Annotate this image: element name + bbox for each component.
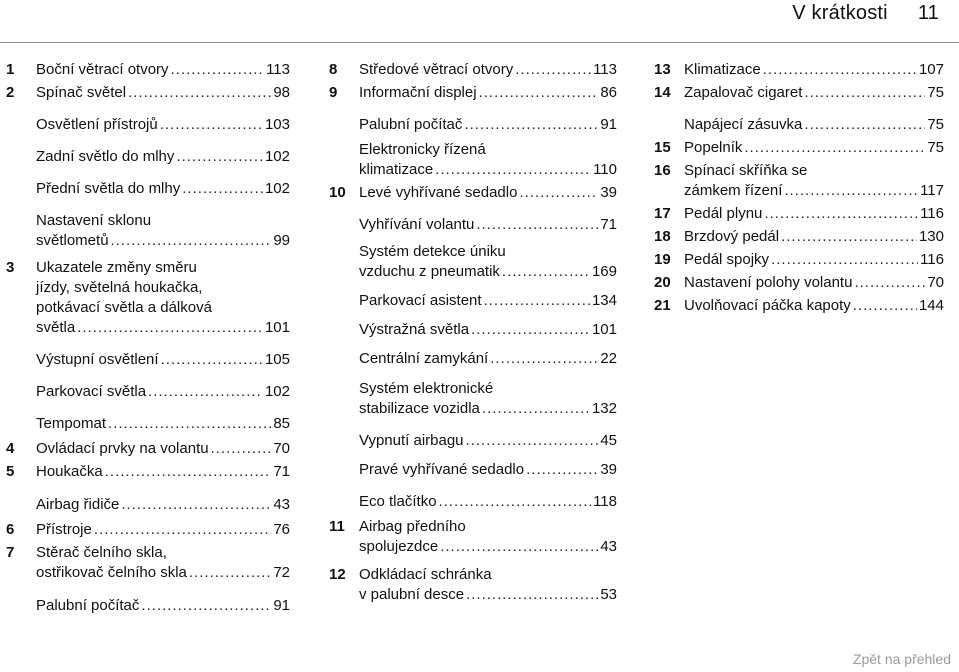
dot-leader: [771, 250, 918, 270]
entry-line: [36, 439, 290, 459]
index-entry[interactable]: [6, 350, 290, 370]
entry-line: [36, 563, 290, 583]
entry-page-number[interactable]: 91: [600, 116, 617, 133]
entry-line: [359, 585, 617, 605]
entry-page-number[interactable]: 75: [927, 139, 944, 156]
index-entry[interactable]: [654, 138, 944, 158]
index-entry[interactable]: [654, 60, 944, 80]
entry-number: 12: [329, 566, 346, 583]
entry-number: 6: [6, 521, 15, 538]
entry-line: [36, 520, 290, 540]
entry-line: [684, 60, 944, 80]
index-column-3: [654, 60, 944, 316]
entry-page-number[interactable]: 113: [266, 61, 290, 78]
entry-label: Systém elektronické: [359, 380, 494, 397]
entry-label: Airbag řidiče: [36, 496, 120, 513]
entry-number: 4: [6, 440, 15, 457]
index-entry[interactable]: [329, 517, 617, 557]
entry-line: [359, 320, 617, 340]
entry-label: Odkládací schránka: [359, 566, 492, 583]
entry-label: Uvolňovací páčka kapoty: [684, 297, 851, 314]
entry-page-number[interactable]: 99: [273, 232, 290, 249]
entry-label: Zapalovač cigaret: [684, 84, 803, 101]
entry-label: Přední světla do mlhy: [36, 180, 181, 197]
entry-line: [359, 215, 617, 235]
entry-label: Tempomat: [36, 415, 107, 432]
entry-label: Napájecí zásuvka: [684, 116, 803, 133]
entry-line: [36, 60, 290, 80]
entry-page-number[interactable]: 70: [273, 440, 290, 457]
entry-page-number[interactable]: 53: [600, 586, 617, 603]
dot-leader: [466, 585, 598, 605]
entry-label: Brzdový pedál: [684, 228, 780, 245]
dot-leader: [476, 215, 598, 235]
index-entry[interactable]: [6, 414, 290, 434]
index-entry[interactable]: [329, 60, 617, 80]
index-entry[interactable]: [329, 83, 617, 103]
page-number: 11: [917, 2, 939, 24]
entry-label: Pedál plynu: [684, 205, 763, 222]
dot-leader: [211, 439, 272, 459]
entry-page-number[interactable]: 113: [593, 61, 617, 78]
dot-leader: [482, 399, 590, 419]
entry-number: 15: [654, 139, 671, 156]
entry-label: spolujezdce: [359, 538, 439, 555]
entry-number: 17: [654, 205, 671, 222]
entry-page-number[interactable]: 144: [918, 297, 944, 314]
entry-page-number[interactable]: 116: [920, 205, 944, 222]
index-entry[interactable]: [654, 204, 944, 224]
index-entry[interactable]: [6, 520, 290, 540]
index-entry[interactable]: [6, 596, 290, 616]
entry-line: [684, 227, 944, 247]
entry-label: Palubní počítač: [359, 116, 463, 133]
entry-page-number[interactable]: 102: [264, 383, 290, 400]
entry-number: 2: [6, 84, 15, 101]
entry-page-number[interactable]: 110: [593, 161, 617, 178]
entry-label: Palubní počítač: [36, 597, 140, 614]
entry-page-number[interactable]: 43: [600, 538, 617, 555]
entry-label: Popelník: [684, 139, 743, 156]
entry-line: [359, 460, 617, 480]
index-entry[interactable]: [329, 183, 617, 203]
dot-leader: [94, 520, 271, 540]
entry-page-number[interactable]: 75: [927, 116, 944, 133]
entry-page-number[interactable]: 102: [264, 180, 290, 197]
entry-number: 7: [6, 544, 15, 561]
dot-leader: [804, 115, 925, 135]
entry-line: [36, 147, 290, 167]
entry-page-number[interactable]: 102: [264, 148, 290, 165]
entry-number: 20: [654, 274, 671, 291]
dot-leader: [526, 460, 598, 480]
entry-page-number[interactable]: 118: [593, 493, 617, 510]
entry-line: [359, 349, 617, 369]
entry-page-number[interactable]: 76: [273, 521, 290, 538]
entry-line: [359, 431, 617, 451]
dot-leader: [764, 204, 918, 224]
dot-leader: [176, 147, 263, 167]
entry-line: [359, 115, 617, 135]
entry-line: [359, 262, 617, 282]
entry-line: [359, 60, 617, 80]
dot-leader: [435, 160, 591, 180]
entry-line: [359, 160, 617, 180]
index-entry[interactable]: [6, 211, 290, 251]
entry-page-number[interactable]: 98: [273, 84, 290, 101]
entry-label: Elektronicky řízená: [359, 141, 486, 158]
dot-leader: [784, 181, 918, 201]
dot-leader: [148, 382, 263, 402]
index-entry[interactable]: [6, 179, 290, 199]
dot-leader: [439, 492, 592, 512]
index-entry[interactable]: [329, 242, 617, 282]
entry-label: zámkem řízení: [684, 182, 783, 199]
entry-label: Eco tlačítko: [359, 493, 437, 510]
entry-page-number[interactable]: 43: [273, 496, 290, 513]
entry-line: [684, 250, 944, 270]
index-entry[interactable]: [6, 462, 290, 482]
entry-label: jízdy, světelná houkačka,: [36, 279, 203, 296]
index-entry[interactable]: [654, 296, 944, 316]
index-entry[interactable]: [329, 291, 617, 311]
entry-line: [684, 83, 944, 103]
dot-leader: [744, 138, 925, 158]
dot-leader: [515, 60, 591, 80]
entry-line: [36, 382, 290, 402]
entry-label: Pravé vyhřívané sedadlo: [359, 461, 525, 478]
entry-line: [36, 414, 290, 434]
entry-label: Boční větrací otvory: [36, 61, 169, 78]
entry-label: světlometů: [36, 232, 109, 249]
entry-line: [36, 318, 290, 338]
dot-leader: [471, 320, 590, 340]
entry-number: 8: [329, 61, 338, 78]
entry-label: Houkačka: [36, 463, 103, 480]
entry-page-number[interactable]: 134: [591, 292, 617, 309]
entry-line: [36, 179, 290, 199]
index-entry[interactable]: [654, 83, 944, 103]
index-entry[interactable]: [329, 215, 617, 235]
entry-label: vzduchu z pneumatik: [359, 263, 500, 280]
entry-label: Nastavení sklonu: [36, 212, 152, 229]
entry-line: [359, 399, 617, 419]
entry-page-number[interactable]: 39: [600, 461, 617, 478]
index-entry[interactable]: [329, 320, 617, 340]
index-entry[interactable]: [329, 379, 617, 419]
index-entry[interactable]: [329, 460, 617, 480]
entry-label: Vyhřívání volantu: [359, 216, 475, 233]
dot-leader: [121, 495, 271, 515]
entry-number: 18: [654, 228, 671, 245]
index-entry[interactable]: [654, 115, 944, 135]
index-entry[interactable]: [329, 492, 617, 512]
entry-number: 9: [329, 84, 338, 101]
dot-leader: [128, 83, 271, 103]
entry-page-number[interactable]: 107: [918, 61, 944, 78]
dot-leader: [108, 414, 271, 434]
entry-page-number[interactable]: 22: [600, 350, 617, 367]
index-entry[interactable]: [6, 83, 290, 103]
dot-leader: [77, 318, 263, 338]
entry-page-number[interactable]: 103: [264, 116, 290, 133]
entry-label: Ovládací prvky na volantu: [36, 440, 209, 457]
index-entry[interactable]: [6, 258, 290, 338]
entry-line: [684, 204, 944, 224]
entry-label: Pedál spojky: [684, 251, 770, 268]
entry-number: 19: [654, 251, 671, 268]
dot-leader: [854, 273, 925, 293]
entry-label: Klimatizace: [684, 61, 761, 78]
index-entry[interactable]: [654, 227, 944, 247]
dot-leader: [490, 349, 598, 369]
entry-line: [684, 181, 944, 201]
index-entry[interactable]: [329, 565, 617, 605]
dot-leader: [182, 179, 263, 199]
index-entry[interactable]: [6, 147, 290, 167]
dot-leader: [466, 431, 599, 451]
entry-line: [684, 273, 944, 293]
entry-number: 1: [6, 61, 15, 78]
entry-page-number[interactable]: 71: [600, 216, 617, 233]
entry-number: 10: [329, 184, 346, 201]
index-column-1: [6, 60, 290, 616]
entry-page-number[interactable]: 71: [273, 463, 290, 480]
entry-number: 14: [654, 84, 671, 101]
entry-page-number[interactable]: 86: [600, 84, 617, 101]
dot-leader: [804, 83, 925, 103]
entry-number: 21: [654, 297, 671, 314]
entry-line: [36, 462, 290, 482]
entry-label: Stěrač čelního skla,: [36, 544, 167, 561]
entry-line: [36, 231, 290, 251]
entry-label: Středové větrací otvory: [359, 61, 514, 78]
dot-leader: [161, 350, 263, 370]
entry-page-number[interactable]: 101: [591, 321, 617, 338]
entry-line: [684, 115, 944, 135]
entry-label: Levé vyhřívané sedadlo: [359, 184, 518, 201]
dot-leader: [502, 262, 590, 282]
index-entry[interactable]: [654, 250, 944, 270]
entry-page-number[interactable]: 39: [600, 184, 617, 201]
entry-label: Ukazatele změny směru: [36, 259, 197, 276]
dot-leader: [464, 115, 598, 135]
entry-page-number[interactable]: 117: [920, 182, 944, 199]
entry-number: 3: [6, 259, 15, 276]
index-entry[interactable]: [654, 273, 944, 293]
section-title: [792, 2, 939, 25]
entry-line: [684, 138, 944, 158]
index-entry[interactable]: [329, 115, 617, 135]
entry-page-number[interactable]: 75: [927, 84, 944, 101]
entry-page-number[interactable]: 169: [591, 263, 617, 280]
dot-leader: [171, 60, 265, 80]
entry-label: v palubní desce: [359, 586, 465, 603]
entry-line: [36, 115, 290, 135]
entry-line: [359, 492, 617, 512]
index-entry[interactable]: [329, 431, 617, 451]
entry-label: stabilizace vozidla: [359, 400, 480, 417]
dot-leader: [111, 231, 272, 251]
entry-label: Centrální zamykání: [359, 350, 489, 367]
dot-leader: [484, 291, 590, 311]
index-entry[interactable]: [6, 439, 290, 459]
entry-page-number[interactable]: 116: [920, 251, 944, 268]
entry-number: 11: [329, 518, 345, 535]
index-entry[interactable]: [6, 60, 290, 80]
entry-line: [36, 495, 290, 515]
entry-label: Zadní světlo do mlhy: [36, 148, 175, 165]
entry-line: [36, 83, 290, 103]
entry-line: [684, 296, 944, 316]
dot-leader: [853, 296, 917, 316]
dot-leader: [189, 563, 271, 583]
header-divider: [0, 42, 959, 43]
entry-number: 5: [6, 463, 15, 480]
dot-leader: [781, 227, 917, 247]
entry-label: Spínací skříňka se: [684, 162, 808, 179]
entry-label: světla: [36, 319, 76, 336]
entry-label: Parkovací asistent: [359, 292, 482, 309]
entry-label: ostřikovač čelního skla: [36, 564, 187, 581]
dot-leader: [160, 115, 263, 135]
dot-leader: [141, 596, 271, 616]
entry-page-number[interactable]: 101: [264, 319, 290, 336]
dot-leader: [105, 462, 272, 482]
index-entry[interactable]: [6, 495, 290, 515]
section-title-text: V krátkosti: [792, 2, 888, 24]
index-entry[interactable]: [6, 543, 290, 583]
entry-label: Spínač světel: [36, 84, 127, 101]
entry-label: klimatizace: [359, 161, 434, 178]
entry-label: Výstupní osvětlení: [36, 351, 159, 368]
dot-leader: [440, 537, 598, 557]
entry-line: [359, 291, 617, 311]
entry-label: Výstražná světla: [359, 321, 470, 338]
index-column-2: [329, 60, 617, 605]
entry-label: Parkovací světla: [36, 383, 147, 400]
entry-label: Informační displej: [359, 84, 477, 101]
dot-leader: [519, 183, 598, 203]
entry-number: 13: [654, 61, 671, 78]
entry-label: Airbag předního: [359, 518, 466, 535]
dot-leader: [763, 60, 917, 80]
entry-page-number[interactable]: 105: [264, 351, 290, 368]
entry-number: 16: [654, 162, 671, 179]
entry-label: Systém detekce úniku: [359, 243, 506, 260]
entry-line: [359, 183, 617, 203]
index-entry[interactable]: [329, 140, 617, 180]
page-header: [0, 0, 959, 44]
entry-line: [36, 350, 290, 370]
entry-label: potkávací světla a dálková: [36, 299, 212, 316]
entry-line: [36, 596, 290, 616]
entry-label: Osvětlení přístrojů: [36, 116, 158, 133]
entry-label: Nastavení polohy volantu: [684, 274, 853, 291]
entry-line: [359, 83, 617, 103]
entry-page-number[interactable]: 130: [918, 228, 944, 245]
entry-page-number[interactable]: 85: [273, 415, 290, 432]
index-entry[interactable]: [6, 382, 290, 402]
entry-label: Vypnutí airbagu: [359, 432, 464, 449]
entry-label: Přístroje: [36, 521, 92, 538]
entry-page-number[interactable]: 72: [273, 564, 290, 581]
back-to-overview-link[interactable]: Zpět na přehled: [852, 651, 951, 667]
index-entry[interactable]: [654, 161, 944, 201]
entry-page-number[interactable]: 45: [600, 432, 617, 449]
dot-leader: [479, 83, 599, 103]
index-entry[interactable]: [329, 349, 617, 369]
entry-line: [359, 537, 617, 557]
entry-page-number[interactable]: 91: [273, 597, 290, 614]
index-entry[interactable]: [6, 115, 290, 135]
entry-page-number[interactable]: 132: [591, 400, 617, 417]
entry-page-number[interactable]: 70: [927, 274, 944, 291]
